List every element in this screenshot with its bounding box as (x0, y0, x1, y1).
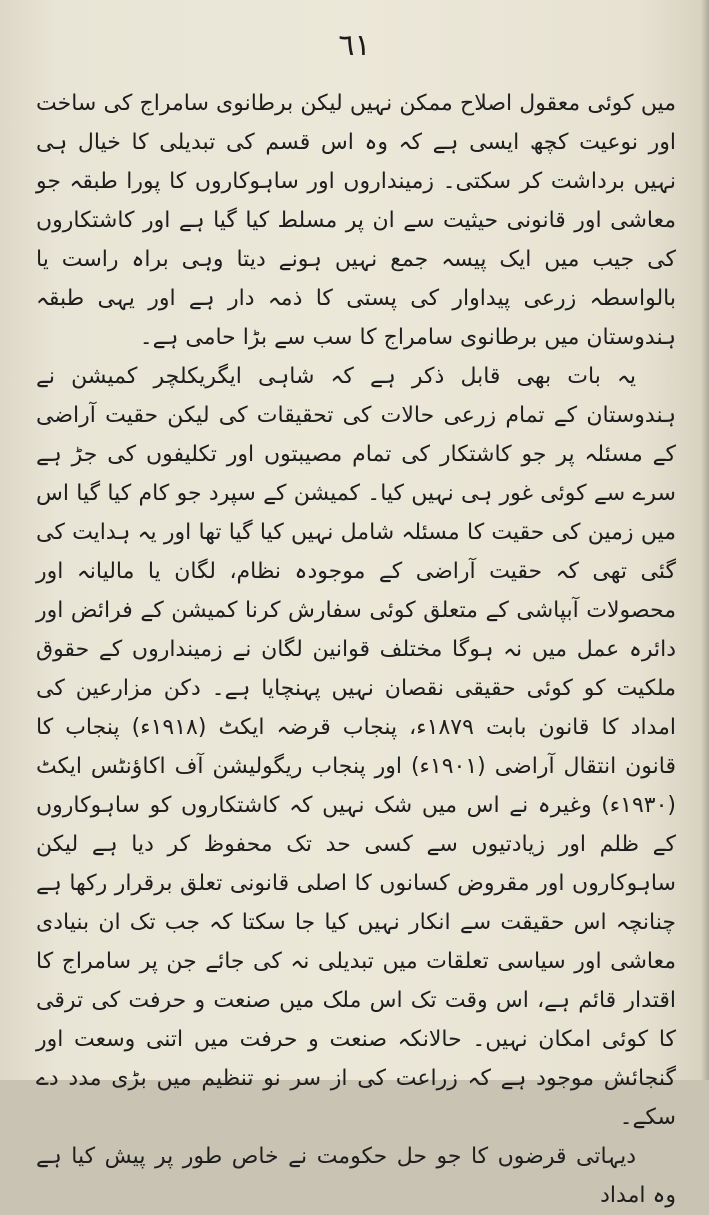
paragraph-3: دیہاتی قرضوں کا جو حل حکومت نے خاص طور پر پیش کیا ہے وہ امداد (36, 1144, 676, 1208)
paragraph-2: یہ بات بھی قابل ذکر ہے کہ شاہی ایگریکلچر کمیشن نے ہندوستان کے تمام زرعی حالات کی تحقیقات کی لیکن حقیت آراضی کے مسئلہ پر جو کاشتکار کی تمام مصیبتوں اور تکلیفوں کی جڑ ہے سرے سے کوئی غور ہی نہیں کیا۔ کمیشن کے سپرد جو کام کیا گیا اس میں زمین کی حقیت کا مسئلہ شامل نہیں کیا گیا تھا اور یہ ہدایت کی گئی تھی کہ حقیت آراضی کے موجودہ نظام، لگان یا مالیانہ اور محصولات آبپاشی کے متعلق کوئی سفارش کرنا کمیشن کے فرائض اور دائرہ عمل میں نہ ہوگا مختلف قوانین لگان نے زمینداروں کے حقوق ملکیت کو کوئی حقیقی نقصان نہیں پہنچایا ہے۔ دکن مزارعین کی امداد کا قانون بابت ۱۸۷۹ء، پنجاب قرضہ ایکٹ (۱۹۱۸ء) پنجاب کا قانون انتقال آراضی (۱۹۰۱ء) اور پنجاب ریگولیشن آف اکاؤنٹس ایکٹ (۱۹۳۰ء) وغیرہ نے اس میں شک نہیں کہ کاشتکاروں کو ساہوکاروں کے ظلم اور زیادتیوں سے کسی حد تک محفوظ کر دیا ہے لیکن ساہوکاروں اور مقروض کسانوں کا اصلی قانونی تعلق برقرار رکھا ہے چنانچہ اس حقیقت سے انکار نہیں کیا جا سکتا کہ جب تک ان بنیادی معاشی اور سیاسی تعلقات میں تبدیلی نہ کی جائے جن پر سامراج کا اقتدار قائم ہے، اس وقت تک اس ملک میں صنعت و حرفت کی ترقی کا کوئی امکان نہیں۔ حالانکہ صنعت و حرفت میں اتنی وسعت اور گنجائش موجود ہے کہ زراعت کی از سر نو تنظیم میں بڑی مدد دے سکے۔ (36, 364, 677, 1130)
page-gutter-shadow (701, 0, 709, 1080)
page-body-text (36, 84, 676, 1215)
paragraph-1: میں کوئی معقول اصلاح ممکن نہیں لیکن برطانوی سامراج کی ساخت اور نوعیت کچھ ایسی ہے کہ وہ اس قسم کی تبدیلی کا خیال ہی نہیں برداشت کر سکتی۔ زمینداروں اور ساہوکاروں کا پورا طبقہ جو معاشی اور قانونی حیثیت سے ان پر مسلط کیا گیا ہے اور کاشتکاروں کی جیب میں ایک پیسہ جمع نہیں ہونے دیتا وہی براہ راست یا بالواسطہ زرعی پیداوار کی پستی کا ذمہ دار ہے اور یہی طبقہ ہندوستان میں برطانوی سامراج کا سب سے بڑا حامی ہے۔ (36, 91, 676, 350)
page-number: ٦١ (338, 28, 371, 63)
